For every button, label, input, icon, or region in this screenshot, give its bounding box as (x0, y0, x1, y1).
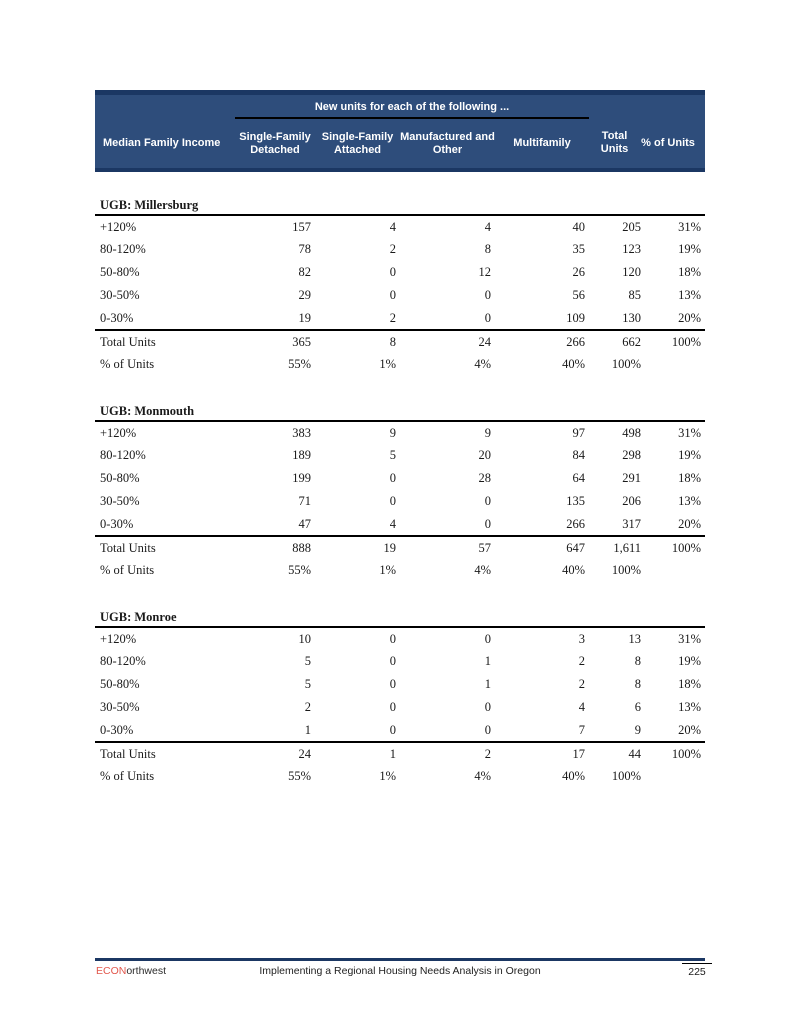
value-cell: 0 (484, 288, 491, 302)
income-row-label: 80-120% (100, 242, 146, 256)
value-cell: 40 (572, 219, 585, 234)
value-cell: 888 (235, 536, 315, 559)
pct-row-label: % of Units (100, 357, 155, 371)
pct-of-units-row (95, 765, 705, 788)
table-header-band (95, 90, 705, 172)
value-cell: 1 (484, 677, 491, 691)
value-cell: 35 (572, 242, 585, 256)
table-row (95, 238, 705, 261)
value-cell (645, 765, 705, 788)
value-cell: 78 (298, 242, 311, 256)
pct-row-label: % of Units (100, 769, 155, 783)
value-cell: 19% (678, 448, 702, 462)
header-columns-row (95, 118, 696, 168)
value-cell: 9 (484, 425, 491, 440)
value-cell: 9 (634, 722, 641, 737)
value-cell: 100% (645, 536, 705, 559)
income-row-label: 30-50% (100, 288, 140, 302)
value-cell: 13% (678, 288, 702, 302)
section-title: UGB: Monmouth (95, 404, 705, 421)
income-row-label: 30-50% (100, 700, 140, 714)
section-title-row (95, 610, 705, 627)
value-cell: 2 (304, 700, 311, 714)
value-cell: 100% (611, 563, 641, 577)
value-cell: 20% (678, 310, 702, 325)
pct-row-label: % of Units (100, 563, 155, 577)
value-cell: 4 (484, 219, 491, 234)
value-cell: 206 (622, 494, 641, 508)
value-cell: 8 (484, 242, 491, 256)
value-cell: 4% (474, 563, 491, 577)
footer-row (95, 961, 705, 977)
value-cell: 3 (578, 631, 585, 646)
value-cell: 0 (484, 722, 491, 737)
col-header-total-units: Total Units (600, 130, 629, 155)
value-cell: 0 (389, 722, 396, 737)
value-cell: 189 (292, 448, 311, 462)
value-cell: 1 (315, 742, 400, 765)
value-cell: 317 (622, 516, 641, 531)
col-header-manufactured-and-other: Manufactured and Other (400, 130, 495, 156)
total-row-label: Total Units (95, 742, 235, 765)
value-cell: 17 (495, 742, 589, 765)
value-cell: 64 (572, 471, 585, 485)
value-cell: 18% (678, 471, 702, 485)
value-cell: 8 (315, 330, 400, 353)
header-group-label: New units for each of the following ... (235, 95, 589, 118)
income-row-label: 50-80% (100, 471, 140, 485)
income-row-label: 0-30% (100, 722, 134, 737)
value-cell: 4 (578, 700, 585, 714)
value-cell: 18% (678, 677, 702, 691)
income-row-label: 50-80% (100, 265, 140, 279)
table-row (95, 215, 705, 238)
section-title: UGB: Millersburg (95, 198, 705, 215)
value-cell: 100% (611, 769, 641, 783)
value-cell: 29 (298, 288, 311, 302)
table-row (95, 719, 705, 742)
pct-of-units-row (95, 353, 705, 376)
value-cell (645, 353, 705, 376)
ugb-section-monroe (95, 610, 705, 788)
header-group-row (95, 95, 696, 118)
table-row (95, 673, 705, 696)
table-row (95, 490, 705, 513)
table-header (95, 95, 696, 168)
value-cell: 4% (474, 769, 491, 783)
income-row-label: +120% (100, 219, 137, 234)
total-units-row (95, 742, 705, 765)
total-units-row (95, 536, 705, 559)
income-row-label: +120% (100, 631, 137, 646)
col-header-multifamily: Multifamily (513, 137, 571, 150)
value-cell: 55% (288, 357, 311, 371)
value-cell: 100% (611, 357, 641, 371)
value-cell (645, 559, 705, 582)
value-cell: 6 (634, 700, 641, 714)
value-cell: 24 (235, 742, 315, 765)
table-row (95, 627, 705, 650)
value-cell: 157 (292, 219, 311, 234)
value-cell: 13 (628, 631, 641, 646)
page-content (95, 90, 705, 788)
value-cell: 20% (678, 516, 702, 531)
table-row (95, 307, 705, 330)
income-row-label: 0-30% (100, 516, 134, 531)
value-cell: 19 (298, 310, 311, 325)
table-row (95, 513, 705, 536)
value-cell: 8 (634, 677, 641, 691)
value-cell: 2 (578, 654, 585, 668)
value-cell: 1,611 (589, 536, 645, 559)
total-row-label: Total Units (95, 330, 235, 353)
value-cell: 19% (678, 242, 702, 256)
value-cell: 266 (566, 516, 585, 531)
income-row-label: 0-30% (100, 310, 134, 325)
page-footer (95, 958, 705, 977)
value-cell: 0 (389, 265, 396, 279)
value-cell: 5 (389, 448, 396, 462)
table-row (95, 261, 705, 284)
value-cell: 40% (562, 563, 585, 577)
value-cell: 47 (298, 516, 311, 531)
value-cell: 298 (622, 448, 641, 462)
table-row (95, 650, 705, 673)
value-cell: 4% (474, 357, 491, 371)
value-cell: 0 (389, 288, 396, 302)
income-row-label: 50-80% (100, 677, 140, 691)
value-cell: 97 (572, 425, 585, 440)
header-spacer (589, 95, 696, 118)
value-cell: 0 (389, 471, 396, 485)
value-cell: 82 (298, 265, 311, 279)
value-cell: 18% (678, 265, 702, 279)
value-cell: 55% (288, 769, 311, 783)
table-row (95, 467, 705, 490)
value-cell: 2 (400, 742, 495, 765)
value-cell: 100% (645, 742, 705, 765)
col-header-pct-of-units: % of Units (641, 136, 695, 149)
value-cell: 26 (572, 265, 585, 279)
col-header-single-family-detached: Single-Family Detached (239, 130, 311, 156)
col-header-single-family-attached: Single-Family Attached (321, 130, 394, 156)
value-cell: 1 (484, 654, 491, 668)
value-cell: 205 (622, 219, 641, 234)
logo-orthwest-part: orthwest (126, 965, 167, 977)
value-cell: 0 (389, 700, 396, 714)
value-cell: 135 (566, 494, 585, 508)
total-row-label: Total Units (95, 536, 235, 559)
value-cell: 55% (288, 563, 311, 577)
value-cell: 130 (622, 310, 641, 325)
value-cell: 24 (400, 330, 495, 353)
value-cell: 12 (478, 265, 491, 279)
value-cell: 19% (678, 654, 702, 668)
value-cell: 0 (484, 700, 491, 714)
value-cell: 199 (292, 471, 311, 485)
table-row (95, 444, 705, 467)
value-cell: 0 (484, 310, 491, 325)
income-row-label: 80-120% (100, 448, 146, 462)
value-cell: 120 (622, 265, 641, 279)
section-title-row (95, 404, 705, 421)
value-cell: 28 (478, 471, 491, 485)
value-cell: 365 (235, 330, 315, 353)
ugb-section-millersburg (95, 198, 705, 376)
footer-document-title: Implementing a Regional Housing Needs Analysis in Oregon (259, 965, 541, 977)
value-cell: 44 (589, 742, 645, 765)
value-cell: 10 (298, 631, 311, 646)
value-cell: 0 (389, 677, 396, 691)
value-cell: 0 (484, 631, 491, 646)
value-cell: 647 (495, 536, 589, 559)
total-units-row (95, 330, 705, 353)
value-cell: 4 (389, 516, 396, 531)
value-cell: 31% (678, 219, 702, 234)
value-cell: 31% (678, 631, 702, 646)
income-row-label: 80-120% (100, 654, 146, 668)
value-cell: 1 (304, 722, 311, 737)
value-cell: 383 (292, 425, 311, 440)
value-cell: 57 (400, 536, 495, 559)
value-cell: 100% (645, 330, 705, 353)
value-cell: 0 (389, 654, 396, 668)
value-cell: 0 (484, 494, 491, 508)
col-header-median-family-income: Median Family Income (103, 136, 221, 149)
value-cell: 85 (628, 288, 641, 302)
value-cell: 1% (379, 357, 396, 371)
value-cell: 109 (566, 310, 585, 325)
value-cell: 13% (678, 700, 702, 714)
value-cell: 84 (572, 448, 585, 462)
value-cell: 13% (678, 494, 702, 508)
value-cell: 123 (622, 242, 641, 256)
value-cell: 5 (304, 677, 311, 691)
value-cell: 1% (379, 563, 396, 577)
table-row (95, 284, 705, 307)
value-cell: 40% (562, 769, 585, 783)
value-cell: 20 (478, 448, 491, 462)
value-cell: 291 (622, 471, 641, 485)
value-cell: 31% (678, 425, 702, 440)
value-cell: 7 (578, 722, 585, 737)
value-cell: 662 (589, 330, 645, 353)
page-number: 225 (682, 963, 712, 978)
section-title-row (95, 198, 705, 215)
table-row (95, 696, 705, 719)
value-cell: 0 (389, 494, 396, 508)
pct-of-units-row (95, 559, 705, 582)
value-cell: 19 (315, 536, 400, 559)
value-cell: 8 (634, 654, 641, 668)
value-cell: 2 (389, 242, 396, 256)
value-cell: 2 (389, 310, 396, 325)
income-row-label: +120% (100, 425, 137, 440)
value-cell: 2 (578, 677, 585, 691)
value-cell: 0 (389, 631, 396, 646)
value-cell: 71 (298, 494, 311, 508)
value-cell: 20% (678, 722, 702, 737)
table-row (95, 421, 705, 444)
header-spacer (95, 95, 235, 118)
section-title: UGB: Monroe (95, 610, 705, 627)
income-row-label: 30-50% (100, 494, 140, 508)
value-cell: 266 (495, 330, 589, 353)
logo-econ-part: ECON (96, 965, 127, 977)
value-cell: 0 (484, 516, 491, 531)
value-cell: 56 (572, 288, 585, 302)
value-cell: 5 (304, 654, 311, 668)
ugb-section-monmouth (95, 404, 705, 582)
value-cell: 498 (622, 425, 641, 440)
value-cell: 40% (562, 357, 585, 371)
value-cell: 9 (389, 425, 396, 440)
value-cell: 1% (379, 769, 396, 783)
value-cell: 4 (389, 219, 396, 234)
